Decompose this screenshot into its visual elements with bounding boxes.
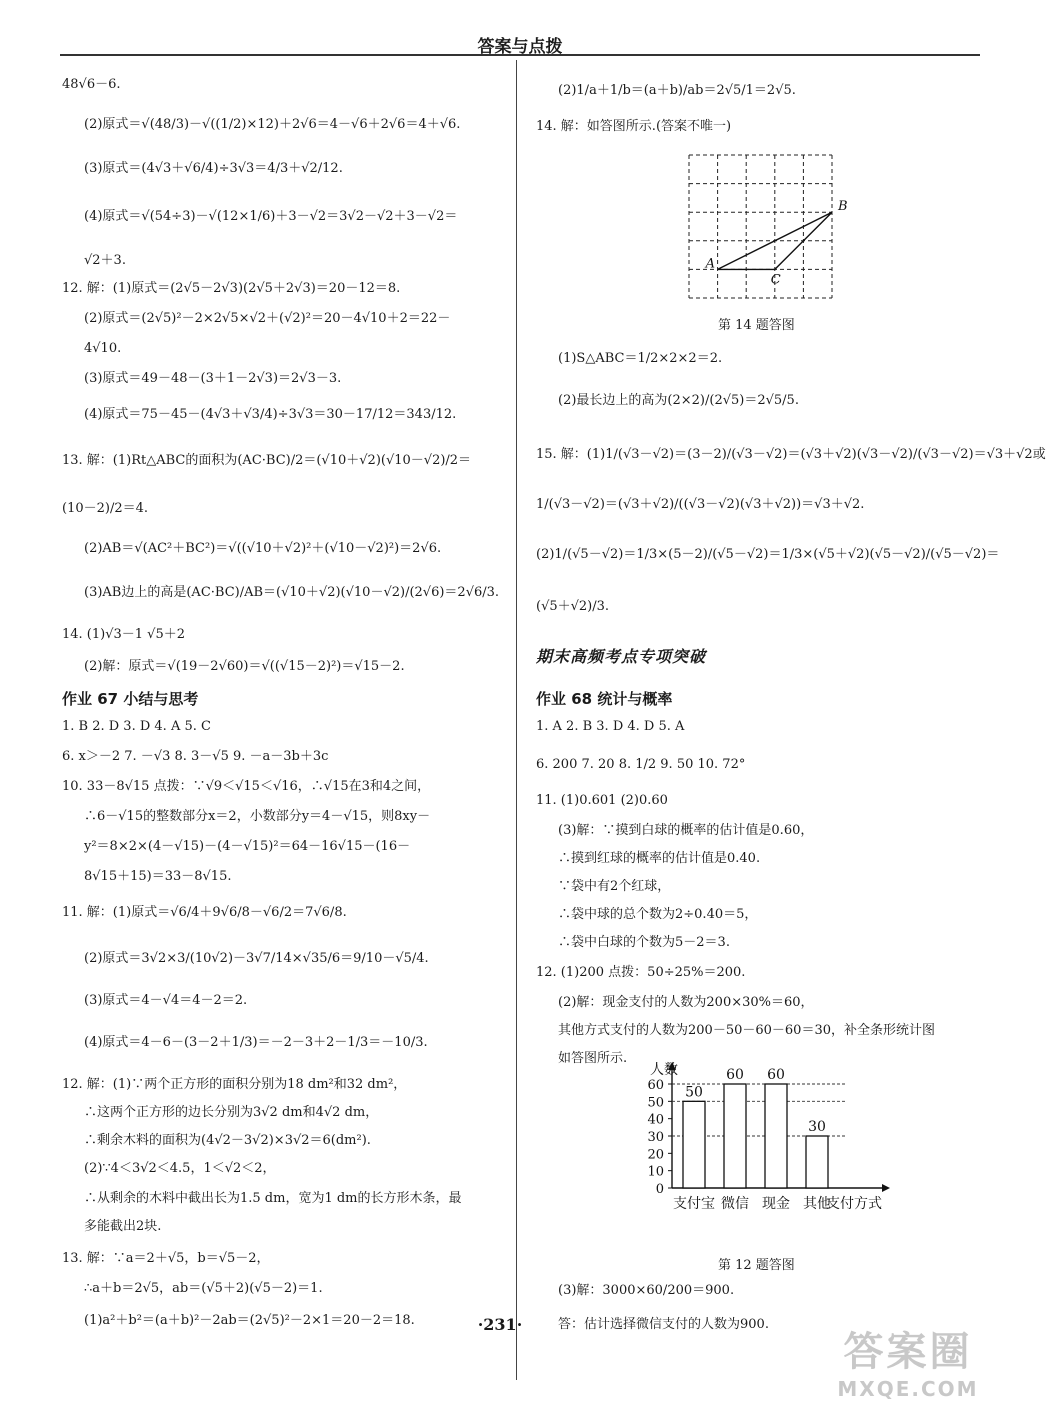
left-line: 多能截出2块. (84, 1219, 162, 1234)
right-line: (2)最长边上的高为(2×2)/(2√5)＝2√5/5. (558, 393, 799, 408)
left-line: 11. 解：(1)原式＝√6/4＋9√6/8－√6/2＝7√6/8. (62, 905, 347, 920)
right-line: 作业 68 统计与概率 (536, 690, 673, 708)
right-line: (3)解：3000×60/200＝900. (558, 1283, 735, 1298)
x-tick-label: 微信 (721, 1196, 749, 1212)
left-line: 12. 解：(1)∵两个正方形的面积分别为18 dm²和32 dm²， (62, 1077, 407, 1092)
right-line: (3)解：∵摸到白球的概率的估计值是0.60， (558, 823, 814, 838)
left-line: ∴从剩余的木料中截出长为1.5 dm，宽为1 dm的长方形木条，最 (84, 1191, 462, 1206)
left-line: (3)AB边上的高是(AC·BC)/AB＝(√10＋√2)(√10－√2)/(2√6)＝2√6/3. (84, 585, 500, 600)
right-line: (2)解：现金支付的人数为200×30%＝60， (558, 995, 814, 1010)
right-line: 15. 解：(1)1/(√3－√2)＝(3－2)/(√3－√2)＝(√3＋√2)(√3－√2)/(√3－√2)＝√3＋√2或 (536, 447, 1046, 462)
page-header (60, 28, 980, 57)
left-line: 12. 解：(1)原式＝(2√5－2√3)(2√5＋2√3)＝20－12＝8. (62, 281, 401, 296)
left-line: (10－2)/2＝4. (62, 501, 149, 516)
bar-chart (584, 1060, 904, 1250)
bar-value-label: 50 (685, 1084, 703, 1101)
right-line: 答：估计选择微信支付的人数为900. (558, 1317, 769, 1332)
right-line: ∴袋中白球的个数为5－2＝3. (558, 935, 730, 950)
left-line: 1. B 2. D 3. D 4. A 5. C (62, 719, 211, 734)
left-line: (3)原式＝(4√3＋√6/4)÷3√3＝4/3＋√2/12. (84, 161, 343, 176)
right-line: (1)S△ABC＝1/2×2×2＝2. (558, 351, 723, 366)
left-line: 作业 67 小结与思考 (62, 690, 199, 708)
watermark (828, 1320, 988, 1401)
left-line: ∴a＋b＝2√5，ab＝(√5＋2)(√5－2)＝1. (84, 1281, 323, 1296)
right-line: 1. A 2. B 3. D 4. D 5. A (536, 719, 685, 734)
y-tick-label: 30 (647, 1130, 664, 1145)
right-line: 12. (1)200 点拨：50÷25%＝200. (536, 965, 746, 980)
right-line: 1/(√3－√2)＝(√3＋√2)/((√3－√2)(√3＋√2))＝√3＋√2. (536, 497, 865, 512)
left-line: (4)原式＝√(54÷3)－√(12×1/6)＋3－√2＝3√2－√2＋3－√2＝ (84, 209, 458, 224)
bar (683, 1101, 705, 1188)
bar (806, 1136, 828, 1188)
right-line: (2)1/a＋1/b＝(a＋b)/ab＝2√5/1＝2√5. (558, 83, 796, 98)
y-tick-label: 40 (647, 1112, 664, 1128)
x-axis-label: 支付方式 (826, 1196, 882, 1212)
right-line: 14. 解：如答图所示.(答案不唯一) (536, 119, 732, 134)
y-tick-label: 60 (647, 1078, 664, 1093)
left-line: 10. 33－8√15 点拨：∵√9＜√15＜√16，∴√15在3和4之间， (62, 779, 431, 794)
right-line: 6. 200 7. 20 8. 1/2 9. 50 10. 72° (536, 757, 746, 772)
header-rule (60, 54, 980, 56)
grid-figure-caption: 第 14 题答图 (718, 318, 795, 333)
left-line: (3)原式＝4－√4＝4－2＝2. (84, 993, 248, 1008)
left-line: (4)原式＝4－6－(3－2＋1/3)＝－2－3＋2－1/3＝－10/3. (84, 1035, 428, 1050)
y-tick-label: 0 (655, 1182, 664, 1197)
point-label-a: A (705, 256, 715, 272)
left-line: ∴剩余木料的面积为(4√2－3√2)×3√2＝6(dm²). (84, 1133, 371, 1148)
right-line: (√5＋√2)/3. (536, 599, 610, 614)
bar (765, 1084, 787, 1188)
left-line: 14. (1)√3－1 √5＋2 (62, 627, 186, 642)
y-tick-label: 10 (647, 1164, 664, 1180)
left-line: (2)∵4＜3√2＜4.5，1＜√2＜2， (84, 1161, 276, 1176)
left-line: 13. 解：∵a＝2＋√5，b＝√5－2， (62, 1251, 270, 1266)
left-line: (1)a²＋b²＝(a＋b)²－2ab＝(2√5)²－2×1＝20－2＝18. (84, 1313, 415, 1328)
bar-chart-caption: 第 12 题答图 (718, 1258, 795, 1273)
point-label-b: B (838, 199, 848, 215)
watermark-logo: 答案圈 (843, 1329, 973, 1375)
left-line: (2)AB＝√(AC²＋BC²)＝√((√10＋√2)²＋(√10－√2)²)＝2√6. (84, 541, 442, 556)
left-line: (2)原式＝3√2×3/(10√2)－3√7/14×√35/6＝9/10－√5/4. (84, 951, 429, 966)
page-number: ·231· (477, 1315, 523, 1334)
header-title: 答案与点拨 (477, 37, 563, 57)
x-tick-label: 支付宝 (673, 1196, 715, 1212)
right-line: (2)1/(√5－√2)＝1/3×(5－2)/(√5－√2)＝1/3×(√5＋√2)(√5－√2)/(√5－√2)＝ (536, 547, 1000, 562)
column-divider (516, 60, 517, 1380)
left-line: y²＝8×2×(4－√15)－(4－√15)²＝64－16√15－(16－ (84, 839, 411, 854)
y-tick-label: 50 (647, 1095, 664, 1111)
bar-value-label: 60 (726, 1067, 744, 1083)
bar-value-label: 60 (767, 1067, 785, 1083)
right-line: 11. (1)0.601 (2)0.60 (536, 793, 668, 808)
x-tick-label: 现金 (762, 1196, 790, 1212)
left-line: 4√10. (84, 341, 122, 356)
right-line: 如答图所示. (558, 1051, 628, 1066)
left-line: ∴6－√15的整数部分x＝2，小数部分y＝4－√15，则8xy－ (84, 809, 431, 824)
right-line: ∴摸到红球的概率的估计值是0.40. (558, 851, 761, 866)
x-tick-label: 其他 (803, 1196, 831, 1212)
right-line: 其他方式支付的人数为200－50－60－60＝30，补全条形统计图 (558, 1023, 935, 1038)
left-line: 6. x＞－2 7. －√3 8. 3－√5 9. －a－3b＋3c (62, 749, 329, 764)
right-line: ∴袋中球的总个数为2÷0.40＝5， (558, 907, 758, 922)
left-line: √2＋3. (84, 253, 126, 268)
x-axis-arrow (882, 1184, 890, 1192)
bar-value-label: 30 (808, 1119, 826, 1135)
watermark-url: MXQE.COM (837, 1377, 979, 1401)
right-line: 期末高频考点专项突破 (536, 647, 707, 666)
y-axis-label: 人数 (650, 1062, 678, 1078)
left-line: ∴这两个正方形的边长分别为3√2 dm和4√2 dm， (84, 1105, 379, 1120)
left-line: (4)原式＝75－45－(4√3＋√3/4)÷3√3＝30－17/12＝343/12. (84, 407, 457, 422)
left-line: 8√15＋15)＝33－8√15. (84, 869, 232, 884)
point-label-c: C (770, 272, 781, 288)
left-line: (2)解：原式＝√(19－2√60)＝√((√15－2)²)＝√15－2. (84, 659, 405, 674)
left-line: 48√6－6. (62, 77, 121, 92)
y-tick-label: 20 (647, 1147, 664, 1163)
right-line: ∵袋中有2个红球， (558, 879, 671, 894)
left-line: (2)原式＝(2√5)²－2×2√5×√2＋(√2)²＝20－4√10＋2＝22－ (84, 311, 451, 326)
left-line: (3)原式＝49－48－(3＋1－2√3)＝2√3－3. (84, 371, 342, 386)
left-line: (2)原式＝√(48/3)－√((1/2)×12)＋2√6＝4－√6＋2√6＝4＋√6. (84, 117, 461, 132)
left-line: 13. 解：(1)Rt△ABC的面积为(AC·BC)/2＝(√10＋√2)(√10－√2)/2＝ (62, 453, 472, 468)
bar (724, 1084, 746, 1188)
